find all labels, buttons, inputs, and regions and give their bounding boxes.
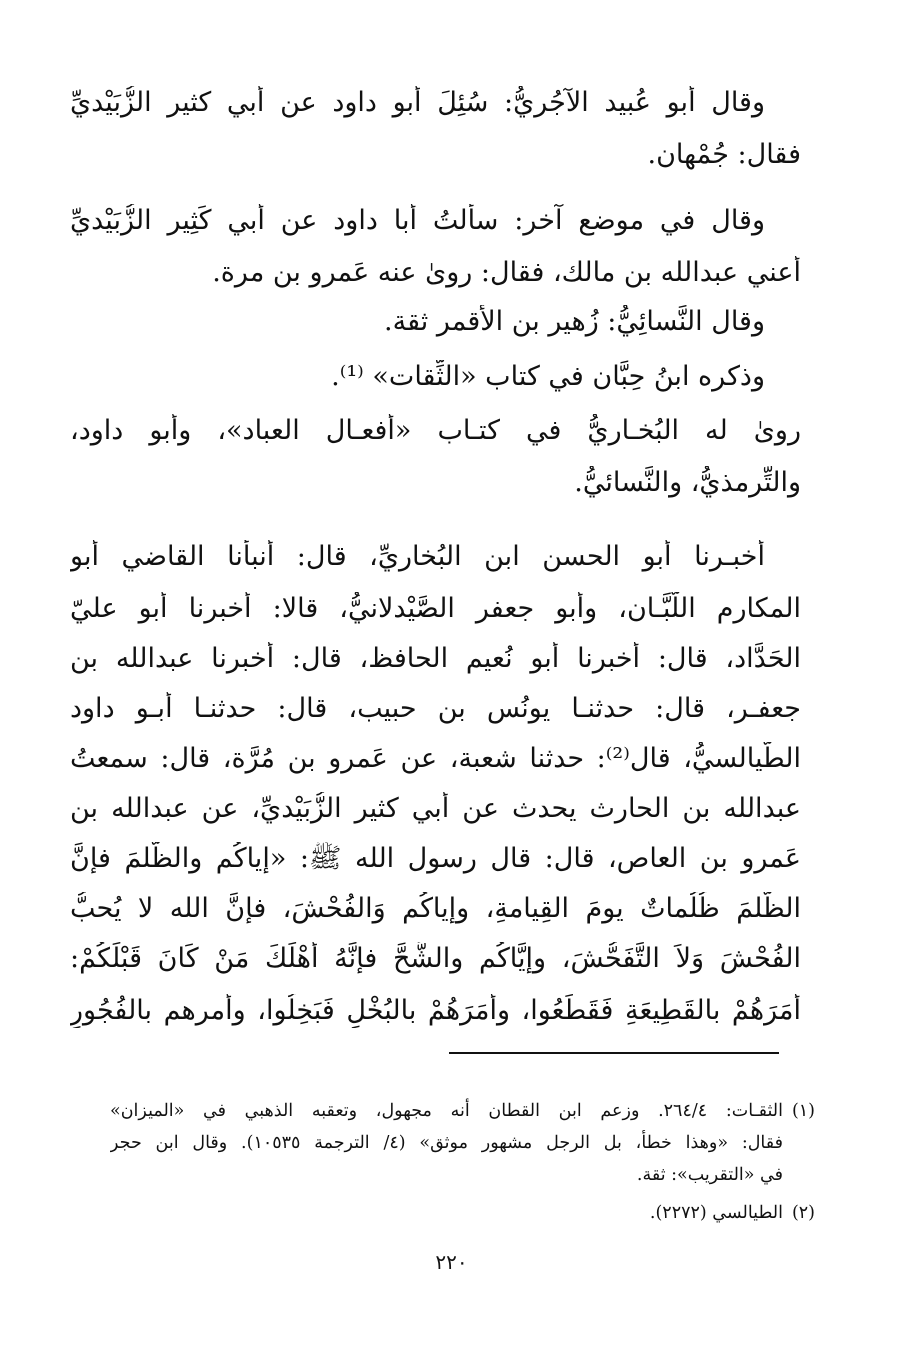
footnote-separator [449,1052,779,1054]
footnote-1-line-1: الثقـات: ٢٦٤/٤. وزعم ابن القطان أنه مجهول، وتعقبه الذهبي في «الميزان» [110,1101,783,1121]
footnote-1-number: (١) [791,1101,815,1121]
body-line-18: أَمَرَهُمْ بالقَطِيعَةِ فَقَطَعُوا، وأَمَرَهُمْ بالبُخْلِ فَبَخِلُوا، وأمرهم بالفُجُورِ [70,995,801,1026]
body-line-5: وقال النَّسائِيُّ: زُهير بن الأقمر ثقة. [384,306,765,337]
footnote-2-line-1: الطيالسي (٢٢٧٢). [649,1203,783,1223]
body-line-11: الحَدَّاد، قال: أخبرنا أبو نُعيم الحافظ، قال: أخبرنا عبدالله بن [70,643,801,674]
body-line-16: الظُّلمَ ظُلُماتٌ يومَ القِيامةِ، وإياكُم وَالفُحْشَ، فإنَّ الله لا يُحبُّ [70,893,801,924]
body-line-1: وقال أبو عُبيد الآجُريُّ: سُئِلَ أبو داود عن أبي كثير الزُّبَيْديِّ [70,87,765,118]
body-line-10: المكارم اللَّبَّـان، وأبو جعفر الصَّيْدلانيُّ، قالا: أخبرنا أبو عليّ [70,593,801,624]
body-line-15: عَمرو بن العاص، قال: قال رسول الله ﷺ: «إياكُم والظُّلمَ فإنَّ [70,843,801,874]
body-line-13: الطَّيالسيُّ، قال⁽²⁾: حدثنا شعبة، عن عَمرو بن مُرَّة، قال: سمعتُ [70,743,801,774]
body-line-17: الفُحْشَ وَلاَ التَّفَحُّشَ، وإيَّاكُم والشُّحَّ فإنَّهُ أَهْلَكَ مَنْ كَانَ قَبْلَكُمْ: [70,943,801,974]
body-line-12: جعفـر، قال: حدثنـا يونُس بن حبيب، قال: حدثنـا أبـو داود [70,693,801,724]
footnote-2-number: (٢) [791,1203,815,1223]
body-line-8: والتِّرمذيُّ، والنَّسائيُّ. [574,467,801,498]
body-line-2: فقال: جُمْهان. [647,139,801,170]
body-line-4: أعني عبدالله بن مالك، فقال: روىٰ عنه عَمرو بن مرة. [212,257,801,288]
page-number: ٢٢٠ [435,1250,468,1274]
footnote-1-line-3: في «التقريب»: ثقة. [636,1165,783,1185]
body-line-7: روىٰ له البُخـاريُّ في كتـاب «أفعـال العباد»، وأبو داود، [70,415,801,446]
body-line-9: أخبـرنا أبو الحسن ابن البُخاريِّ، قال: أنبأنا القاضي أبو [70,541,765,572]
body-line-6: وذكره ابنُ حِبَّان في كتاب «الثِّقات» ⁽¹⁾. [331,361,765,392]
body-line-14: عبدالله بن الحارث يحدث عن أبي كثير الزُّبَيْديِّ، عن عبدالله بن [70,793,801,824]
body-line-3: وقال في موضع آخر: سألتُ أبا داود عن أبي كَثِير الزُّبَيْديِّ [70,205,765,236]
footnote-1-line-2: فقال: «وهذا خطأ، بل الرجل مشهور موثق» (٤/ الترجمة ١٠٥٣٥). وقال ابن حجر [110,1133,783,1153]
